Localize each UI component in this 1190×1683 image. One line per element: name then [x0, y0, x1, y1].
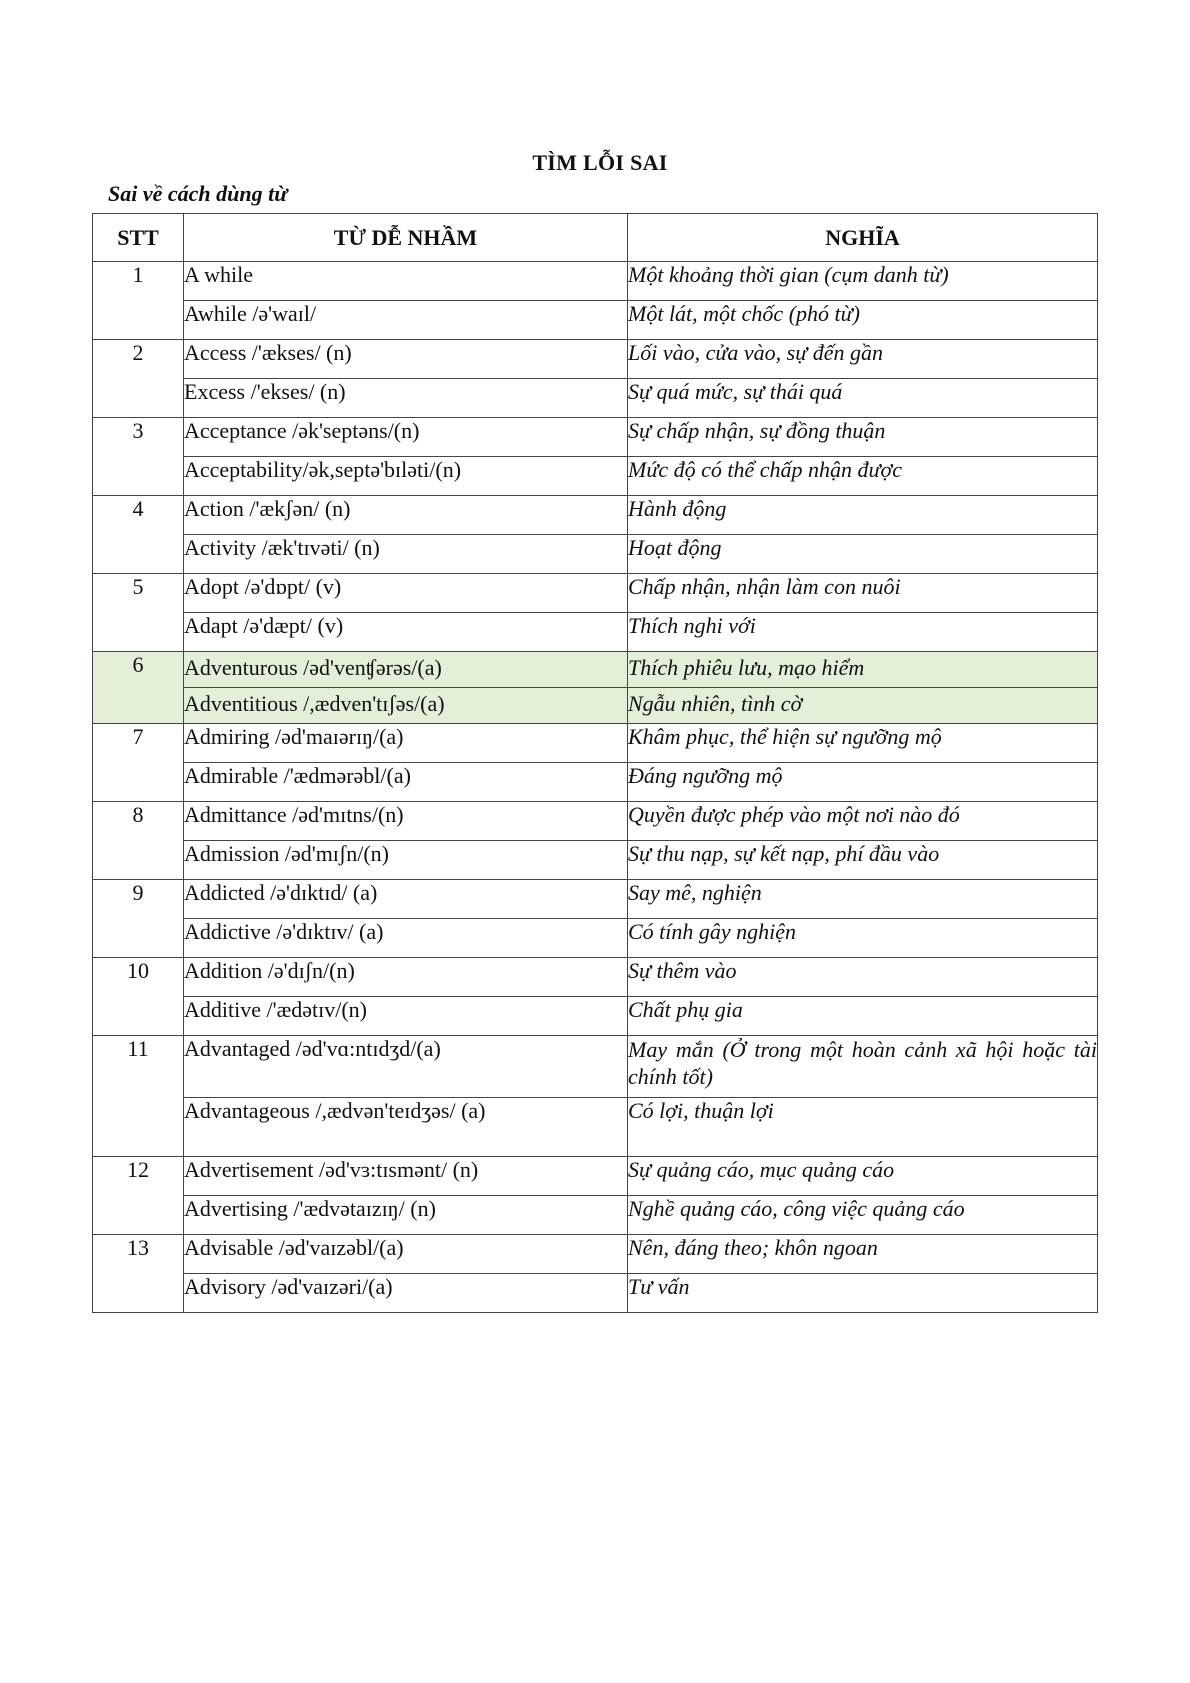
table-row	[93, 535, 1098, 574]
table-row	[93, 1235, 1098, 1274]
row-number: 6	[93, 652, 184, 724]
confusable-word: Addition /ə'dɪʃn/(n)	[184, 958, 628, 997]
word-meaning: Hoạt động	[628, 535, 1098, 574]
confusable-word: Advisable /əd'vaɪzəbl/(a)	[184, 1235, 628, 1274]
highlighted-table-row	[93, 688, 1098, 724]
confusable-word: Advertising /'ædvətaɪzɪŋ/ (n)	[184, 1196, 628, 1235]
word-meaning: Hành động	[628, 496, 1098, 535]
word-meaning: Chất phụ gia	[628, 997, 1098, 1036]
row-number: 13	[93, 1235, 184, 1313]
confusable-word: Access /'ækses/ (n)	[184, 340, 628, 379]
word-meaning: Sự thu nạp, sự kết nạp, phí đầu vào	[628, 841, 1098, 880]
word-meaning: Thích phiêu lưu, mạo hiểm	[628, 652, 1098, 688]
confusable-word: Advantageous /,ædvən'teɪdʒəs/ (a)	[184, 1098, 628, 1157]
word-meaning: Tư vấn	[628, 1274, 1098, 1313]
table-row	[93, 301, 1098, 340]
confusable-word: Advantaged /əd'vɑ:ntɪdʒd/(a)	[184, 1036, 628, 1098]
table-row	[93, 418, 1098, 457]
confusable-word: Admittance /əd'mɪtns/(n)	[184, 802, 628, 841]
word-meaning: Sự chấp nhận, sự đồng thuận	[628, 418, 1098, 457]
section-heading: Sai về cách dùng từ	[108, 181, 288, 206]
row-number: 9	[93, 880, 184, 958]
word-meaning: Mức độ có thể chấp nhận được	[628, 457, 1098, 496]
word-meaning: Sự quảng cáo, mục quảng cáo	[628, 1157, 1098, 1196]
table-row	[93, 1036, 1098, 1098]
confusable-word: Activity /æk'tɪvəti/ (n)	[184, 535, 628, 574]
word-meaning: Quyền được phép vào một nơi nào đó	[628, 802, 1098, 841]
confusable-word: Additive /'ædətɪv/(n)	[184, 997, 628, 1036]
word-meaning: Thích nghi với	[628, 613, 1098, 652]
confusable-word: Action /'ækʃən/ (n)	[184, 496, 628, 535]
confusable-word: Acceptance /ək'septəns/(n)	[184, 418, 628, 457]
table-row	[93, 496, 1098, 535]
word-meaning: Một khoảng thời gian (cụm danh từ)	[628, 262, 1098, 301]
word-meaning: Lối vào, cửa vào, sự đến gần	[628, 340, 1098, 379]
confusable-word: Admiring /əd'maɪərɪŋ/(a)	[184, 724, 628, 763]
confusable-word: A while	[184, 262, 628, 301]
table-row	[93, 1274, 1098, 1313]
vocabulary-table	[92, 213, 1098, 1313]
word-meaning: Một lát, một chốc (phó từ)	[628, 301, 1098, 340]
row-number: 3	[93, 418, 184, 496]
confusable-word: Advertisement /əd'vɜ:tɪsmənt/ (n)	[184, 1157, 628, 1196]
word-meaning: Đáng ngưỡng mộ	[628, 763, 1098, 802]
word-meaning: Nghề quảng cáo, công việc quảng cáo	[628, 1196, 1098, 1235]
header-stt: STT	[93, 214, 184, 262]
confusable-word: Admission /əd'mɪʃn/(n)	[184, 841, 628, 880]
confusable-word: Admirable /'ædmərəbl/(a)	[184, 763, 628, 802]
document-title: TÌM LỖI SAI	[532, 150, 668, 175]
header-meaning: NGHĨA	[628, 214, 1098, 262]
confusable-word: Adventurous /əd'venʧərəs/(a)	[184, 652, 628, 688]
row-number: 5	[93, 574, 184, 652]
row-number: 8	[93, 802, 184, 880]
word-meaning: Chấp nhận, nhận làm con nuôi	[628, 574, 1098, 613]
table-row	[93, 340, 1098, 379]
confusable-word: Excess /'ekses/ (n)	[184, 379, 628, 418]
table-row	[93, 457, 1098, 496]
table-row	[93, 613, 1098, 652]
table-row	[93, 919, 1098, 958]
row-number: 10	[93, 958, 184, 1036]
word-meaning: Nên, đáng theo; khôn ngoan	[628, 1235, 1098, 1274]
table-row	[93, 958, 1098, 997]
row-number: 7	[93, 724, 184, 802]
word-meaning: Khâm phục, thể hiện sự ngưỡng mộ	[628, 724, 1098, 763]
table-row	[93, 880, 1098, 919]
confusable-word: Adventitious /,ædven'tɪʃəs/(a)	[184, 688, 628, 724]
highlighted-table-row	[93, 652, 1098, 688]
confusable-word: Awhile /ə'waɪl/	[184, 301, 628, 340]
word-meaning: Có tính gây nghiện	[628, 919, 1098, 958]
word-meaning: Có lợi, thuận lợi	[628, 1098, 1098, 1157]
table-row	[93, 1157, 1098, 1196]
table-row	[93, 724, 1098, 763]
header-word: TỪ DỄ NHẦM	[184, 214, 628, 262]
table-row	[93, 802, 1098, 841]
row-number: 12	[93, 1157, 184, 1235]
confusable-word: Addictive /ə'dɪktɪv/ (a)	[184, 919, 628, 958]
word-meaning: Say mê, nghiện	[628, 880, 1098, 919]
word-meaning: Ngẫu nhiên, tình cờ	[628, 688, 1098, 724]
table-header-row	[93, 214, 1098, 262]
table-row	[93, 574, 1098, 613]
table-row	[93, 1196, 1098, 1235]
word-meaning: May mắn (Ở trong một hoàn cảnh xã hội hoặc tài chính tốt)	[628, 1036, 1098, 1098]
table-row	[93, 763, 1098, 802]
row-number: 2	[93, 340, 184, 418]
word-meaning: Sự quá mức, sự thái quá	[628, 379, 1098, 418]
table-row	[93, 1098, 1098, 1157]
confusable-word: Adapt /ə'dæpt/ (v)	[184, 613, 628, 652]
table-row	[93, 262, 1098, 301]
confusable-word: Advisory /əd'vaɪzəri/(a)	[184, 1274, 628, 1313]
table-row	[93, 997, 1098, 1036]
row-number: 1	[93, 262, 184, 340]
confusable-word: Addicted /ə'dɪktɪd/ (a)	[184, 880, 628, 919]
row-number: 4	[93, 496, 184, 574]
row-number: 11	[93, 1036, 184, 1157]
confusable-word: Adopt /ə'dɒpt/ (v)	[184, 574, 628, 613]
confusable-word: Acceptability/ək,septə'bɪləti/(n)	[184, 457, 628, 496]
table-row	[93, 379, 1098, 418]
word-meaning: Sự thêm vào	[628, 958, 1098, 997]
table-row	[93, 841, 1098, 880]
